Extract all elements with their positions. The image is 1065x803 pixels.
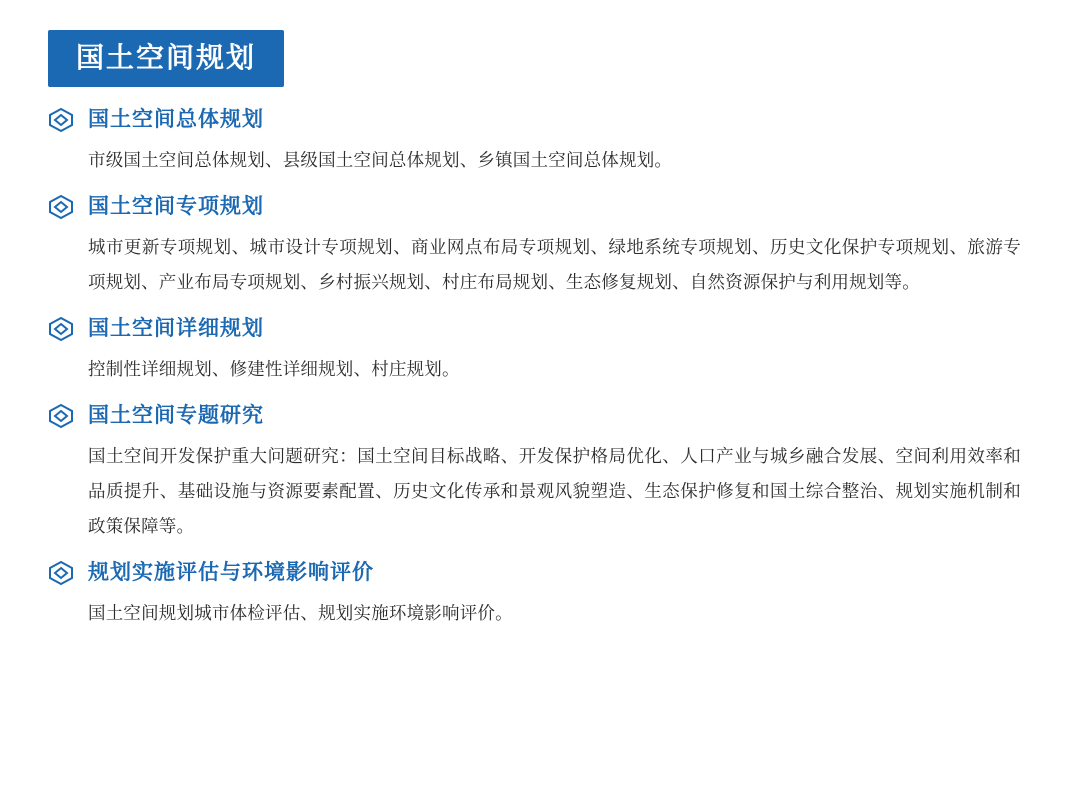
section-title: 国土空间专项规划	[88, 195, 264, 219]
section-special-plan	[48, 194, 1021, 300]
section-title: 国土空间专题研究	[88, 404, 264, 428]
section-body: 国土空间规划城市体检评估、规划实施环境影响评价。	[88, 603, 513, 623]
page-title: 国土空间规划	[48, 30, 284, 87]
section-list	[0, 87, 1065, 631]
section-heading	[48, 560, 1021, 586]
section-detailed-plan	[48, 316, 1021, 387]
page-header	[0, 0, 1065, 87]
section-title: 国土空间总体规划	[88, 108, 264, 132]
section-body: 国土空间开发保护重大问题研究：国土空间目标战略、开发保护格局优化、人口产业与城乡融合发展、空间利用效率和品质提升、基础设施与资源要素配置、历史文化传承和景观风貌塑造、生态保护修复和国土综合整治、规划实施机制和政策保障等。	[88, 446, 1021, 536]
diamond-hexagon-icon	[48, 194, 74, 220]
section-body: 控制性详细规划、修建性详细规划、村庄规划。	[88, 359, 460, 379]
diamond-hexagon-icon	[48, 403, 74, 429]
diamond-hexagon-icon	[48, 316, 74, 342]
section-overall-plan	[48, 107, 1021, 178]
diamond-hexagon-icon	[48, 107, 74, 133]
section-heading	[48, 107, 1021, 133]
diamond-hexagon-icon	[48, 560, 74, 586]
section-body: 市级国土空间总体规划、县级国土空间总体规划、乡镇国土空间总体规划。	[88, 150, 673, 170]
section-heading	[48, 316, 1021, 342]
section-title: 规划实施评估与环境影响评价	[88, 561, 374, 585]
section-heading	[48, 403, 1021, 429]
section-thematic-research	[48, 403, 1021, 544]
section-implementation-evaluation	[48, 560, 1021, 631]
section-body: 城市更新专项规划、城市设计专项规划、商业网点布局专项规划、绿地系统专项规划、历史文化保护专项规划、旅游专项规划、产业布局专项规划、乡村振兴规划、村庄布局规划、生态修复规划、自然资源保护与利用规划等。	[88, 237, 1021, 292]
section-heading	[48, 194, 1021, 220]
section-title: 国土空间详细规划	[88, 317, 264, 341]
